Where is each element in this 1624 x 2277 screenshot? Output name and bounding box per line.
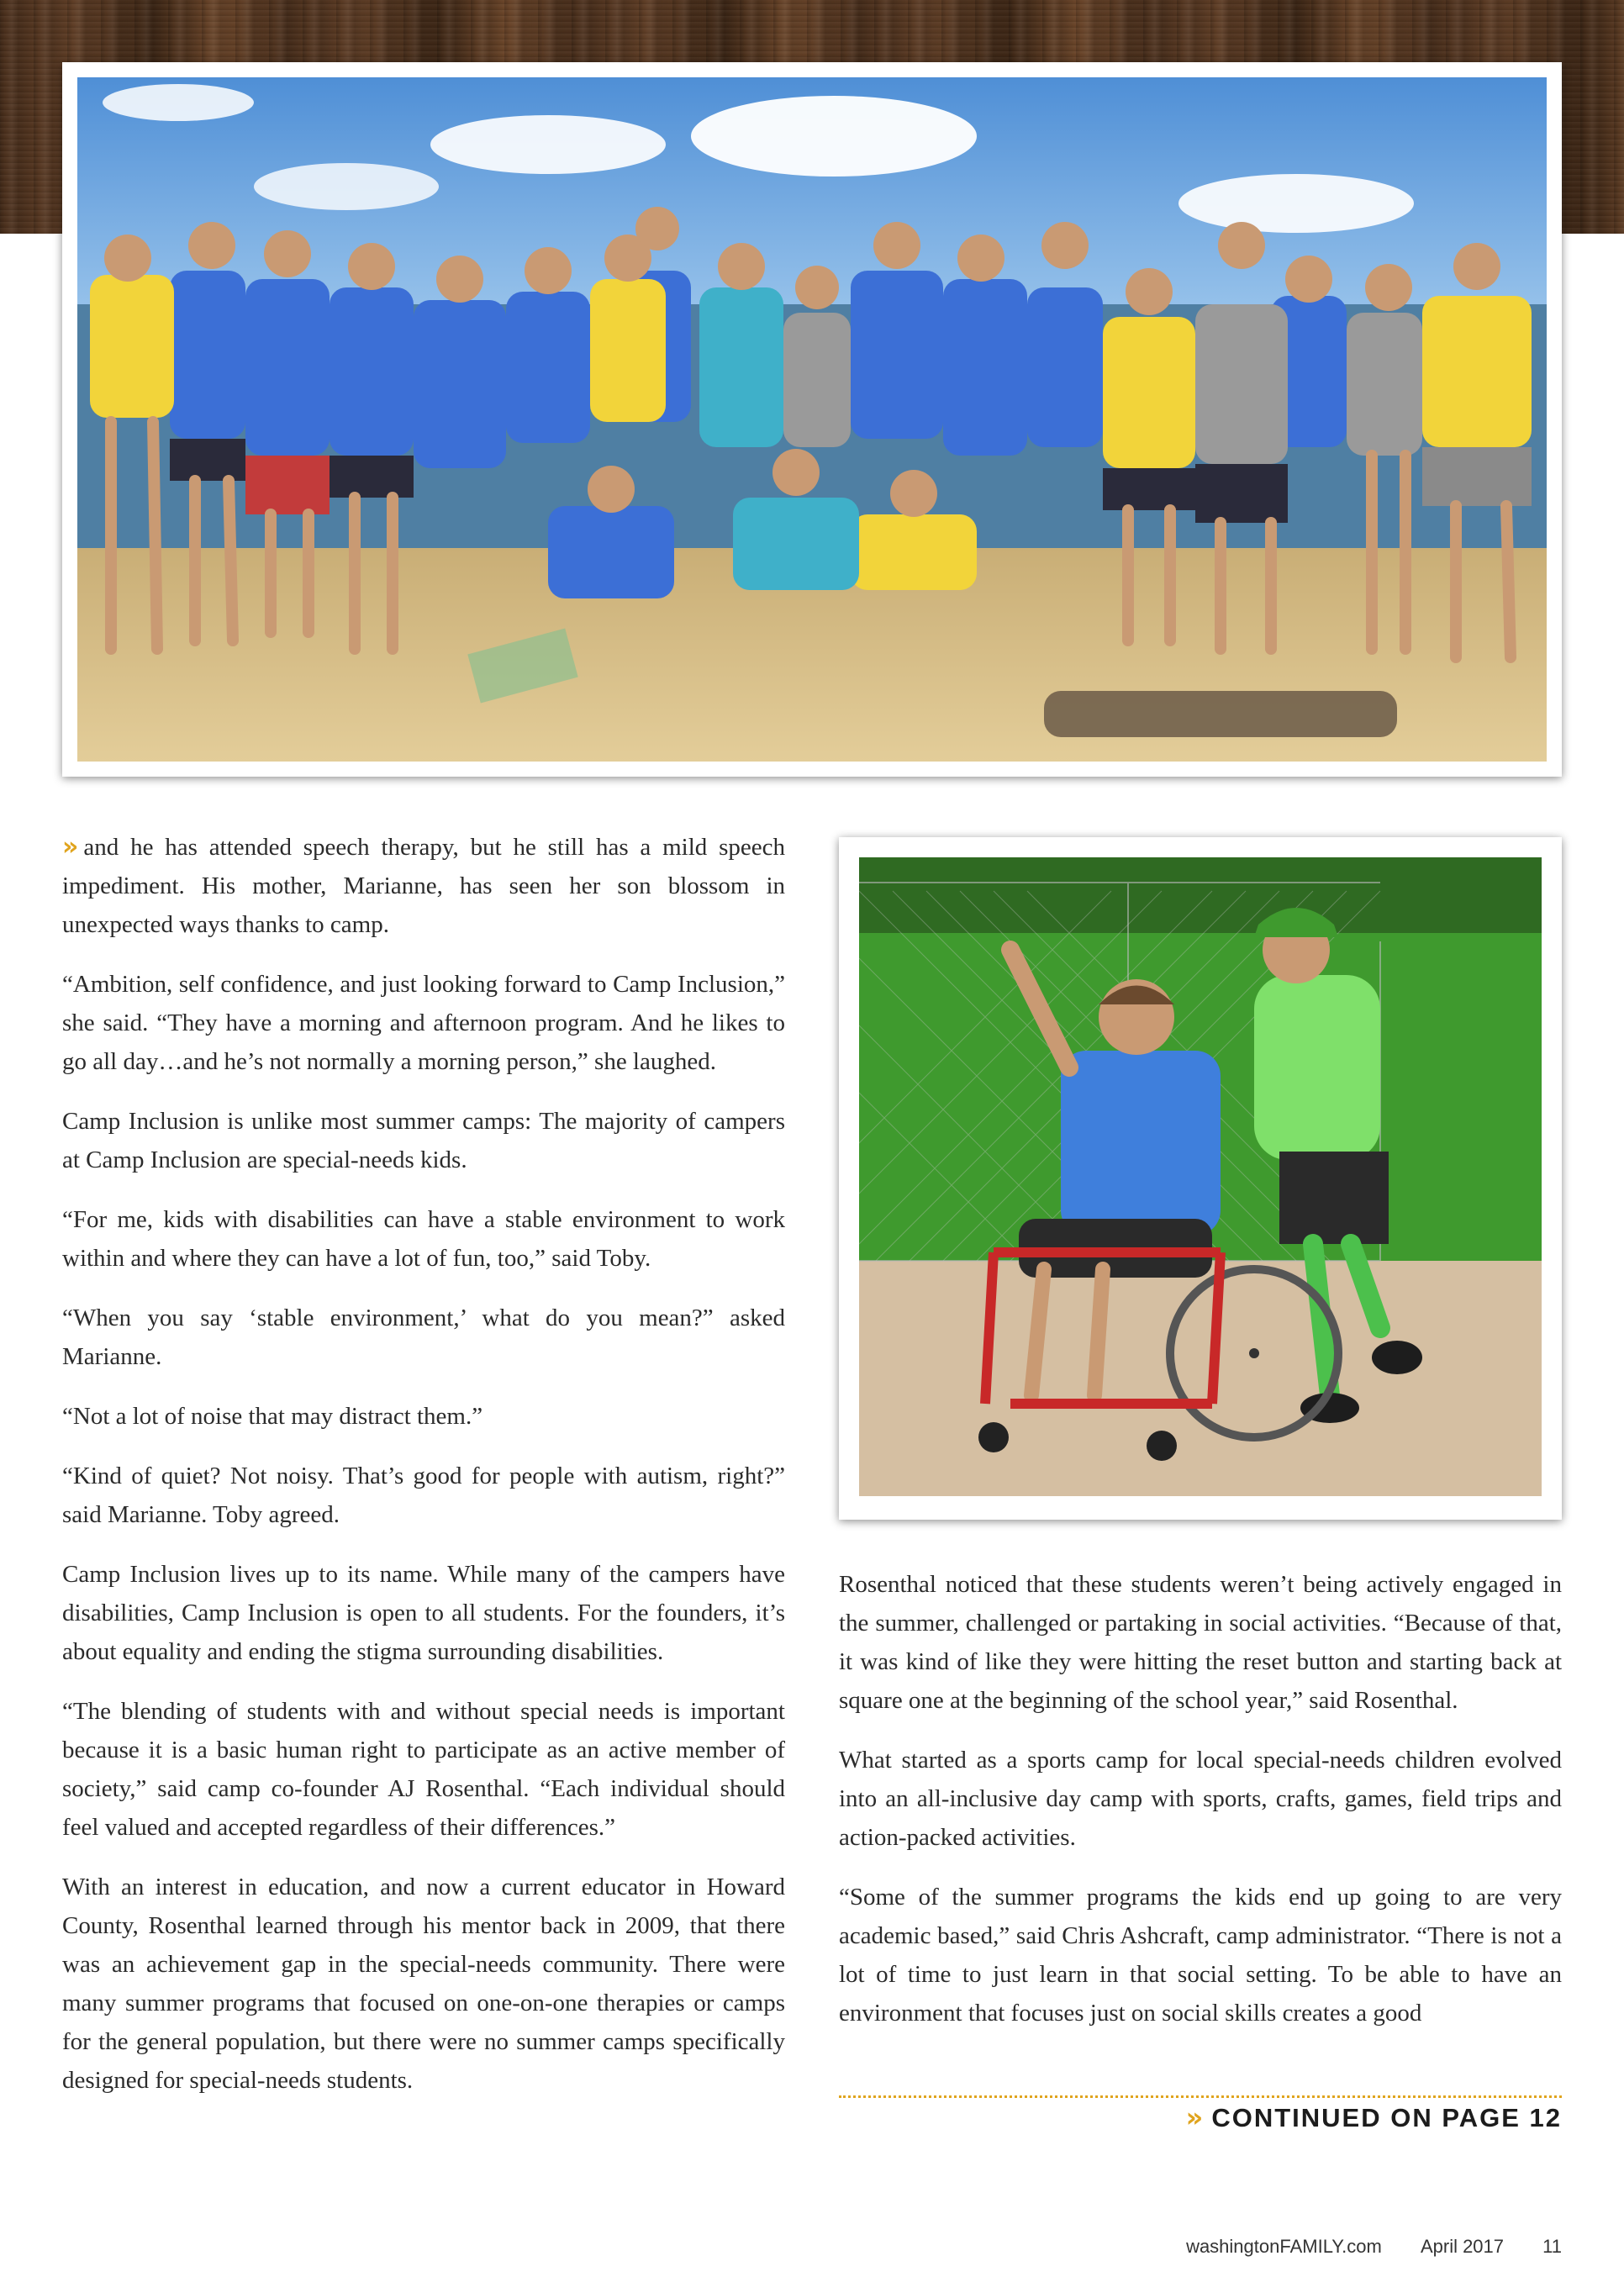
paragraph-text: and he has attended speech therapy, but he still has a mild speech impediment. His mother, Marianne, has seen her son blossom in unexpected ways thanks to camp.	[62, 834, 785, 938]
footer-site: washingtonFAMILY.com	[1186, 2236, 1382, 2257]
article-right-column	[839, 1565, 1562, 2053]
wheelchair-photo-illustration	[859, 857, 1542, 1496]
wheelchair-photo	[859, 857, 1542, 1496]
chevron-right-icon: »	[1185, 2101, 1200, 2133]
article-paragraph: With an interest in education, and now a current educator in Howard County, Rosenthal learned through his mentor back in 2009, that there was an achievement gap in the special-needs community. There were many summer programs that focused on one-on-one therapies or camps for the general population, but there were no summer camps specifically designed for special-needs students.	[62, 1874, 785, 2094]
footer-issue: April 2017	[1420, 2236, 1505, 2257]
article-paragraph	[62, 828, 785, 944]
dotted-divider	[839, 2095, 1562, 2098]
continued-label: CONTINUED ON PAGE 12	[1211, 2103, 1562, 2132]
article-paragraph: What started as a sports camp for local special-needs children evolved into an all-inclusive day camp with sports, crafts, games, field trips and action-packed activities.	[839, 1747, 1562, 1851]
group-photo-illustration	[77, 77, 1547, 762]
page-number: 11	[1542, 2236, 1562, 2257]
article-paragraph: “Ambition, self confidence, and just looking forward to Camp Inclusion,” she said. “They have a morning and afternoon program. And he likes to go all day…and he’s not normally a morning person,” she laughed.	[62, 971, 785, 1075]
continued-chevron-icon: »	[62, 832, 76, 862]
article-left-column	[62, 828, 785, 2121]
article-paragraph: “When you say ‘stable environment,’ what do you mean?” asked Marianne.	[62, 1305, 785, 1370]
article-paragraph: “For me, kids with disabilities can have a stable environment to work within and where they can have a lot of fun, too,” said Toby.	[62, 1206, 785, 1272]
article-paragraph: “Some of the summer programs the kids end up going to are very academic based,” said Chris Ashcraft, camp administrator. “There is not a lot of time to just learn in that social setting. To be able to have an environment that focuses just on social skills creates a good	[839, 1884, 1562, 2027]
top-photo-frame	[62, 62, 1562, 777]
article-paragraph: “The blending of students with and without special needs is important because it is a basic human right to participate as an active member of society,” said camp co-founder AJ Rosenthal. “Each individual should feel valued and accepted regardless of their differences.”	[62, 1698, 785, 1841]
group-photo	[77, 77, 1547, 762]
article-paragraph: Camp Inclusion is unlike most summer camps: The majority of campers at Camp Inclusion are special-needs kids.	[62, 1108, 785, 1173]
article-paragraph: Rosenthal noticed that these students weren’t being actively engaged in the summer, challenged or partaking in social activities. “Because of that, it was kind of like they were hitting the reset button and starting back at square one at the beginning of the school year,” said Rosenthal.	[839, 1571, 1562, 1714]
page-footer	[1186, 2236, 1562, 2258]
article-paragraph: “Kind of quiet? Not noisy. That’s good for people with autism, right?” said Marianne. Toby agreed.	[62, 1463, 785, 1528]
article-paragraph: Camp Inclusion lives up to its name. While many of the campers have disabilities, Camp Inclusion is open to all students. For the founders, it’s about equality and ending the stigma surrounding disabilities.	[62, 1561, 785, 1665]
article-paragraph: “Not a lot of noise that may distract them.”	[62, 1403, 483, 1430]
side-photo-frame	[839, 837, 1562, 1520]
continued-link[interactable]	[1186, 2101, 1562, 2133]
